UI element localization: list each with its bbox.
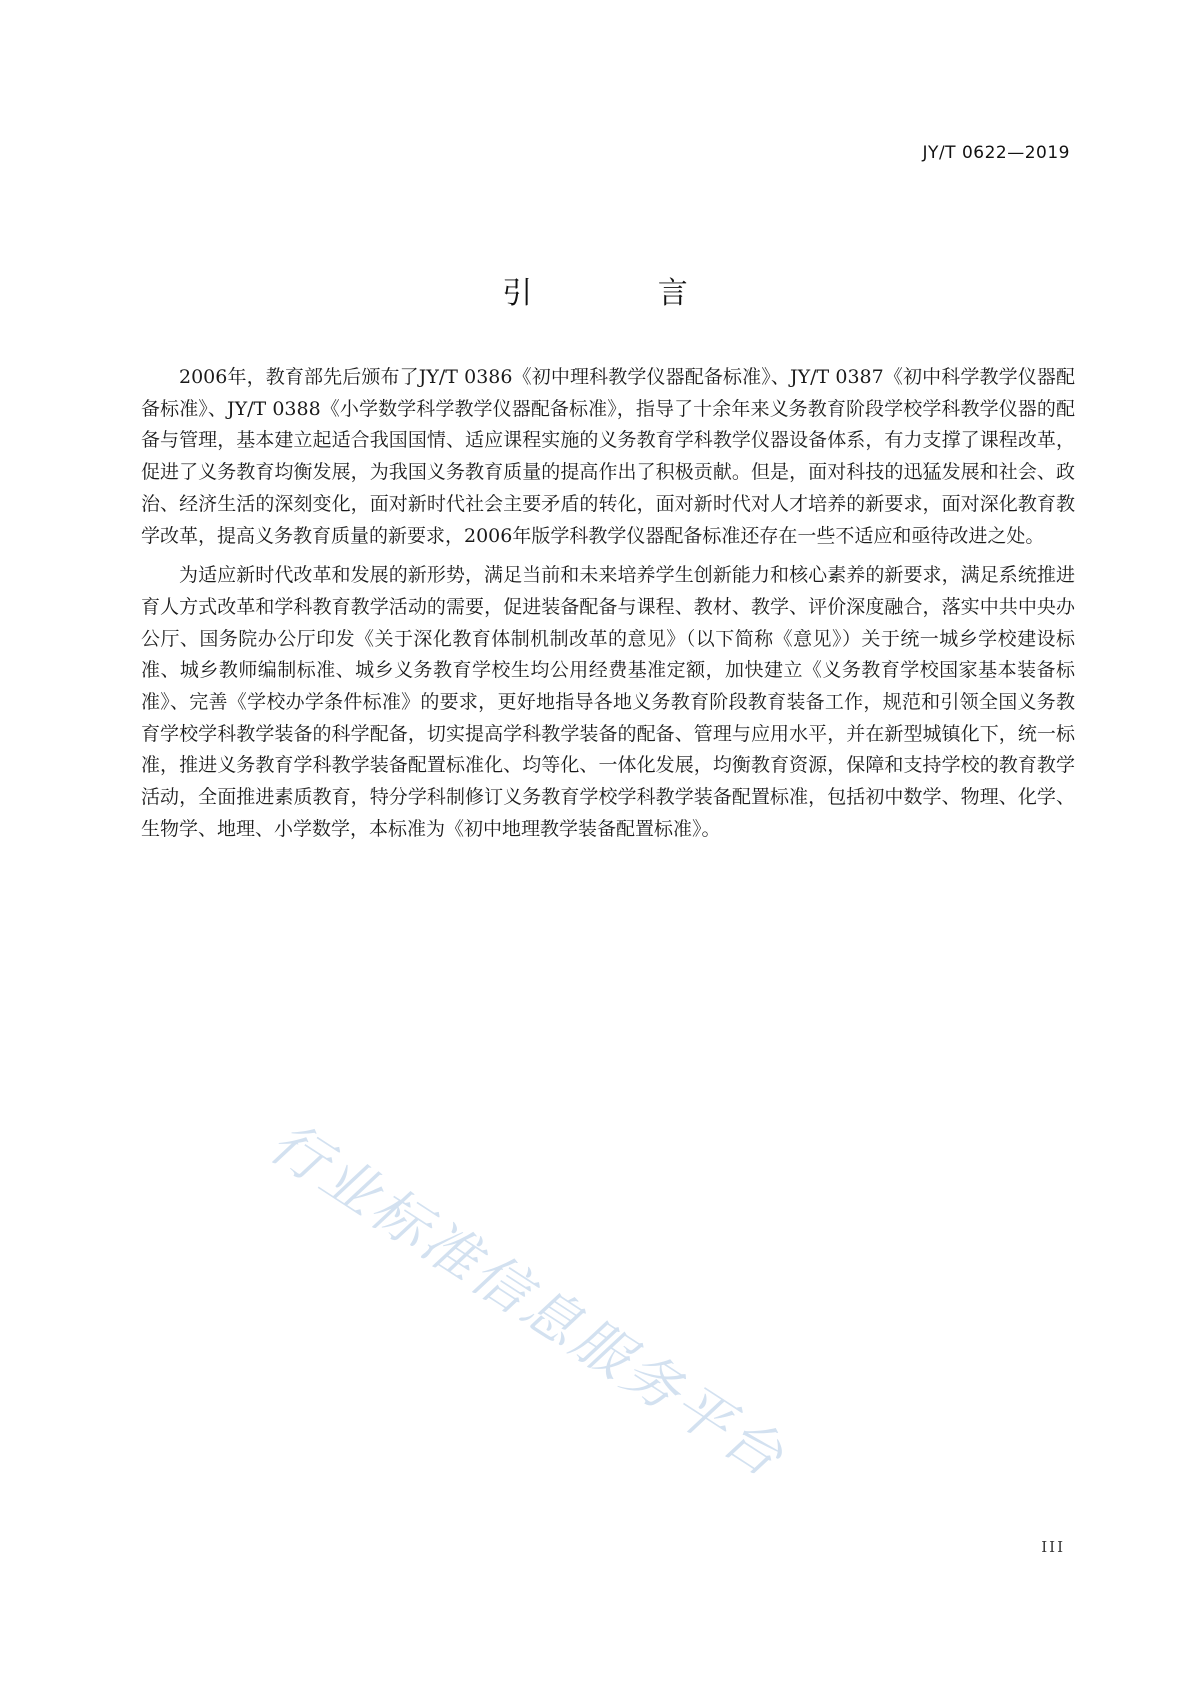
body-text [141, 362, 1075, 854]
paragraph-1: 2006年，教育部先后颁布了JY/T 0386《初中理科教学仪器配备标准》、JY/T 0387《初中科学教学仪器配备标准》、JY/T 0388《小学数学科学教学仪器配备标准》，指导了十余年来义务教育阶段学校学科教学仪器的配备与管理，基本建立起适合我国国情、适应课程实施的义务教育学科教学仪器设备体系，有力支撑了课程改革，促进了义务教育均衡发展，为我国义务教育质量的提高作出了积极贡献。但是，面对科技的迅猛发展和社会、政治、经济生活的深刻变化，面对新时代社会主要矛盾的转化，面对新时代对人才培养的新要求，面对深化教育教学改革，提高义务教育质量的新要求，2006年版学科教学仪器配备标准还存在一些不适应和亟待改进之处。 [141, 366, 1075, 547]
paragraph-2: 为适应新时代改革和发展的新形势，满足当前和未来培养学生创新能力和核心素养的新要求，满足系统推进育人方式改革和学科教育教学活动的需要，促进装备配备与课程、教材、教学、评价深度融合，落实中共中央办公厅、国务院办公厅印发《关于深化教育体制机制改革的意见》（以下简称《意见》）关于统一城乡学校建设标准、城乡教师编制标准、城乡义务教育学校生均公用经费基准定额，加快建立《义务教育学校国家基本装备标准》、完善《学校办学条件标准》的要求，更好地指导各地义务教育阶段教育装备工作，规范和引领全国义务教育学校学科教学装备的科学配备，切实提高学科教学装备的配备、管理与应用水平，并在新型城镇化下，统一标准，推进义务教育学科教学装备配置标准化、均等化、一体化发展，均衡教育资源，保障和支持学校的教育教学活动，全面推进素质教育，特分学科制修订义务教育学校学科教学装备配置标准，包括初中数学、物理、化学、生物学、地理、小学数学，本标准为《初中地理教学装备配置标准》。 [141, 564, 1075, 840]
watermark: 行业标准信息服务平台 [258, 1110, 797, 1492]
page-title: 引 言 [502, 276, 746, 311]
standard-code: JY/T 0622—2019 [922, 143, 1070, 163]
page-number: III [1041, 1538, 1065, 1556]
